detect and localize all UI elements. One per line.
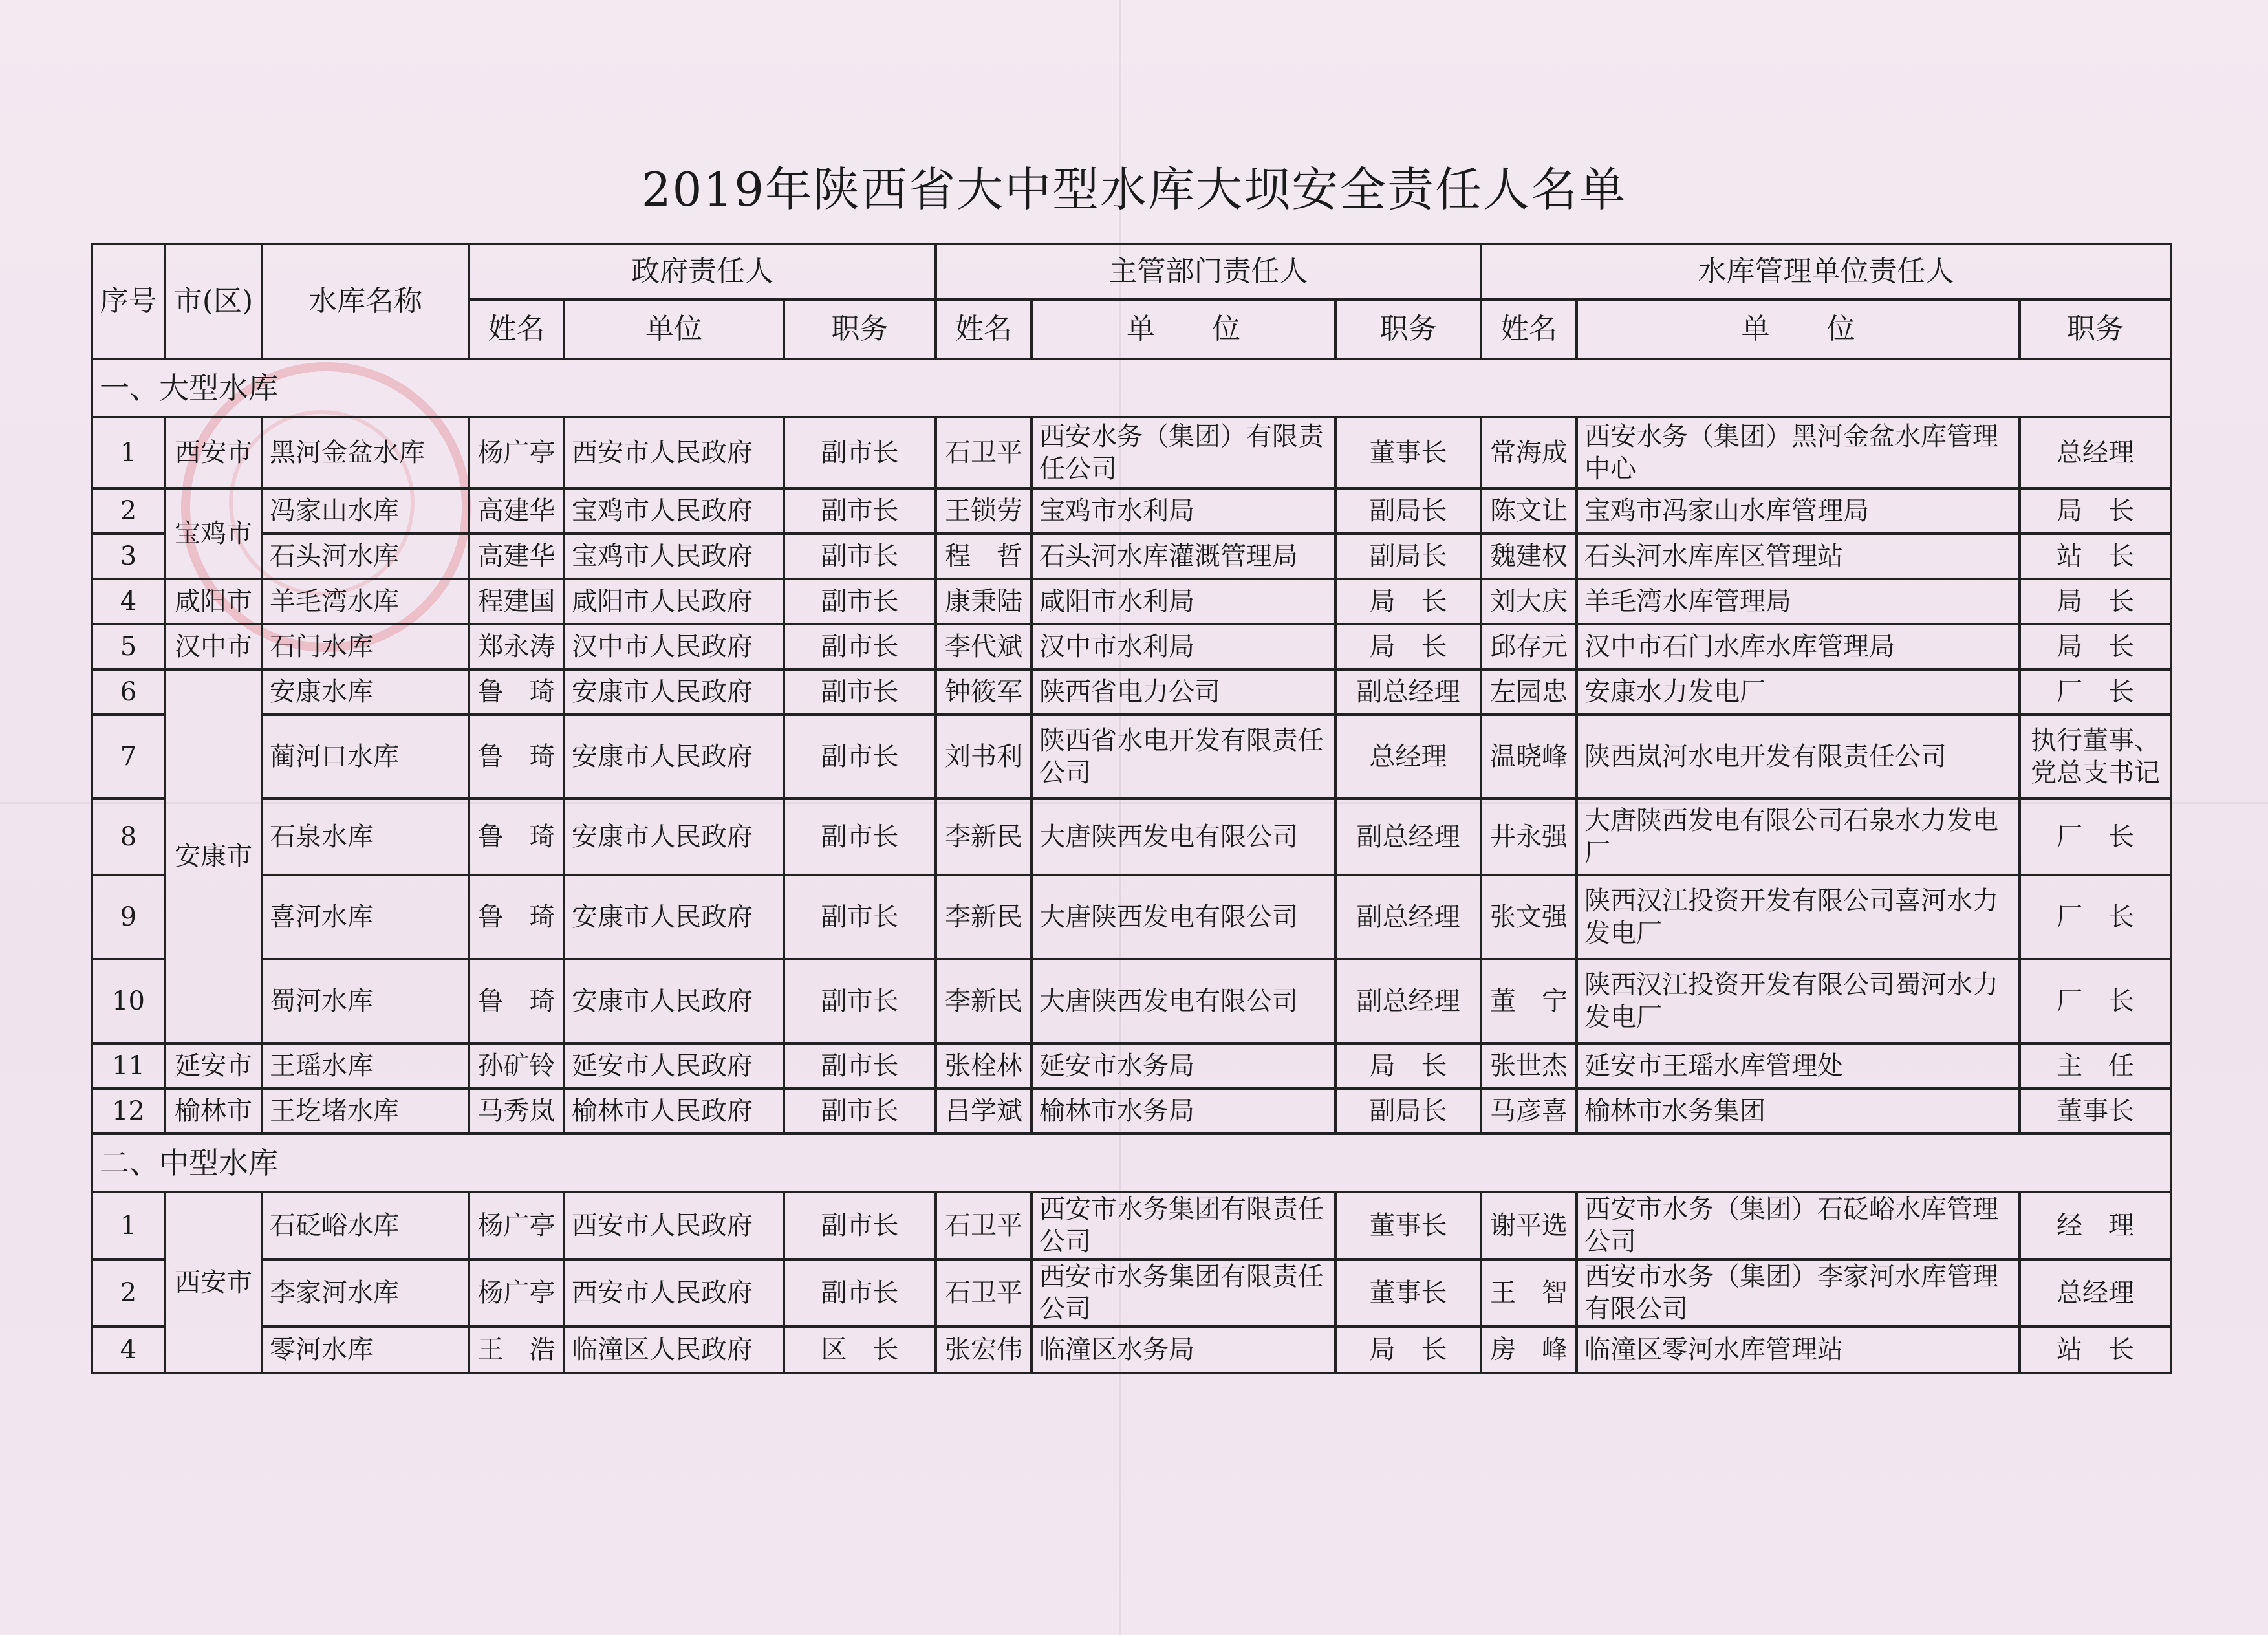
cell-gov-pos: 副市长 [784, 959, 936, 1043]
cell-mgmt-name: 常海成 [1481, 417, 1577, 488]
cell-reservoir: 冯家山水库 [262, 488, 469, 534]
cell-mgmt-unit: 石头河水库库区管理站 [1577, 534, 2020, 579]
cell-seq: 2 [92, 488, 165, 534]
cell-seq: 8 [92, 799, 165, 875]
table-row [92, 1192, 2171, 1259]
cell-dept-unit: 临潼区水务局 [1031, 1326, 1335, 1373]
table-header [92, 244, 2171, 359]
cell-dept-name: 石卫平 [936, 1259, 1031, 1326]
cell-seq: 11 [92, 1043, 165, 1088]
cell-dept-name: 钟筱军 [936, 669, 1031, 715]
cell-dept-name: 李代斌 [936, 624, 1031, 669]
cell-mgmt-name: 陈文让 [1481, 488, 1577, 534]
table-row [92, 624, 2171, 669]
header-mgmt-position: 职务 [2020, 299, 2171, 359]
cell-seq: 9 [92, 875, 165, 959]
cell-dept-pos: 总经理 [1335, 715, 1481, 799]
cell-mgmt-unit: 安康水力发电厂 [1577, 669, 2020, 715]
cell-dept-pos: 副局长 [1335, 1088, 1481, 1134]
cell-dept-unit: 陕西省电力公司 [1031, 669, 1335, 715]
cell-mgmt-pos: 总经理 [2020, 1259, 2171, 1326]
header-dept-name: 姓名 [936, 299, 1031, 359]
cell-city: 咸阳市 [165, 579, 262, 624]
header-dept-group: 主管部门责任人 [936, 244, 1481, 299]
cell-city: 榆林市 [165, 1088, 262, 1134]
cell-reservoir: 石泉水库 [262, 799, 469, 875]
header-gov-position: 职务 [784, 299, 936, 359]
table-row [92, 579, 2171, 624]
cell-gov-unit: 延安市人民政府 [564, 1043, 784, 1088]
cell-gov-name: 杨广亭 [469, 1259, 564, 1326]
cell-mgmt-unit: 汉中市石门水库水库管理局 [1577, 624, 2020, 669]
cell-reservoir: 零河水库 [262, 1326, 469, 1373]
cell-city: 安康市 [165, 669, 262, 1043]
cell-dept-unit: 大唐陕西发电有限公司 [1031, 799, 1335, 875]
section-label: 一、大型水库 [92, 359, 2171, 417]
cell-dept-pos: 副总经理 [1335, 875, 1481, 959]
cell-gov-unit: 宝鸡市人民政府 [564, 534, 784, 579]
cell-reservoir: 安康水库 [262, 669, 469, 715]
cell-gov-unit: 安康市人民政府 [564, 715, 784, 799]
cell-reservoir: 蔺河口水库 [262, 715, 469, 799]
cell-dept-unit: 西安市水务集团有限责任公司 [1031, 1259, 1335, 1326]
section-label: 二、中型水库 [92, 1134, 2171, 1192]
cell-dept-unit: 宝鸡市水利局 [1031, 488, 1335, 534]
cell-mgmt-name: 魏建权 [1481, 534, 1577, 579]
cell-gov-pos: 副市长 [784, 417, 936, 488]
cell-mgmt-pos: 主 任 [2020, 1043, 2171, 1088]
cell-mgmt-name: 张世杰 [1481, 1043, 1577, 1088]
header-mgmt-name: 姓名 [1481, 299, 1577, 359]
cell-mgmt-name: 谢平选 [1481, 1192, 1577, 1259]
cell-dept-name: 康秉陆 [936, 579, 1031, 624]
cell-gov-unit: 安康市人民政府 [564, 669, 784, 715]
cell-dept-name: 王锁劳 [936, 488, 1031, 534]
cell-dept-unit: 榆林市水务局 [1031, 1088, 1335, 1134]
cell-gov-unit: 临潼区人民政府 [564, 1326, 784, 1373]
cell-mgmt-name: 邱存元 [1481, 624, 1577, 669]
cell-dept-unit: 延安市水务局 [1031, 1043, 1335, 1088]
table-row [92, 1043, 2171, 1088]
cell-mgmt-name: 刘大庆 [1481, 579, 1577, 624]
cell-mgmt-pos: 厂 长 [2020, 875, 2171, 959]
cell-seq: 2 [92, 1259, 165, 1326]
cell-dept-unit: 石头河水库灌溉管理局 [1031, 534, 1335, 579]
page-title: 2019年陕西省大中型水库大坝安全责任人名单 [641, 162, 1627, 217]
cell-mgmt-pos: 局 长 [2020, 488, 2171, 534]
cell-gov-name: 鲁 琦 [469, 875, 564, 959]
header-dept-unit: 单 位 [1031, 299, 1335, 359]
cell-mgmt-name: 房 峰 [1481, 1326, 1577, 1373]
cell-reservoir: 蜀河水库 [262, 959, 469, 1043]
cell-dept-unit: 咸阳市水利局 [1031, 579, 1335, 624]
table-row [92, 417, 2171, 488]
cell-gov-pos: 副市长 [784, 579, 936, 624]
cell-gov-name: 杨广亭 [469, 1192, 564, 1259]
cell-dept-name: 李新民 [936, 875, 1031, 959]
table-row [92, 959, 2171, 1043]
cell-gov-pos: 副市长 [784, 488, 936, 534]
cell-mgmt-pos: 经 理 [2020, 1192, 2171, 1259]
header-mgmt-group: 水库管理单位责任人 [1481, 244, 2171, 299]
cell-mgmt-unit: 陕西汉江投资开发有限公司喜河水力发电厂 [1577, 875, 2020, 959]
section-row [92, 1134, 2171, 1192]
cell-gov-pos: 副市长 [784, 1043, 936, 1088]
cell-city: 汉中市 [165, 624, 262, 669]
cell-mgmt-name: 左园忠 [1481, 669, 1577, 715]
cell-dept-unit: 陕西省水电开发有限责任公司 [1031, 715, 1335, 799]
header-seq: 序号 [92, 244, 165, 359]
cell-gov-name: 孙矿铃 [469, 1043, 564, 1088]
cell-gov-unit: 西安市人民政府 [564, 1259, 784, 1326]
cell-dept-pos: 局 长 [1335, 624, 1481, 669]
cell-dept-name: 石卫平 [936, 1192, 1031, 1259]
cell-mgmt-unit: 西安市水务（集团）石砭峪水库管理公司 [1577, 1192, 2020, 1259]
cell-mgmt-pos: 局 长 [2020, 624, 2171, 669]
cell-mgmt-pos: 站 长 [2020, 534, 2171, 579]
cell-mgmt-pos: 厂 长 [2020, 669, 2171, 715]
cell-dept-name: 李新民 [936, 959, 1031, 1043]
table-row [92, 534, 2171, 579]
table-row [92, 875, 2171, 959]
cell-seq: 3 [92, 534, 165, 579]
cell-gov-pos: 副市长 [784, 534, 936, 579]
cell-dept-pos: 局 长 [1335, 579, 1481, 624]
cell-gov-unit: 汉中市人民政府 [564, 624, 784, 669]
cell-gov-name: 程建国 [469, 579, 564, 624]
cell-dept-name: 张宏伟 [936, 1326, 1031, 1373]
cell-city: 西安市 [165, 1192, 262, 1373]
header-row-groups [92, 244, 2171, 299]
cell-dept-pos: 董事长 [1335, 1192, 1481, 1259]
cell-mgmt-name: 温晓峰 [1481, 715, 1577, 799]
cell-mgmt-unit: 西安市水务（集团）李家河水库管理有限公司 [1577, 1259, 2020, 1326]
cell-seq: 12 [92, 1088, 165, 1134]
header-gov-name: 姓名 [469, 299, 564, 359]
cell-gov-unit: 安康市人民政府 [564, 799, 784, 875]
cell-gov-name: 鲁 琦 [469, 799, 564, 875]
header-gov-group: 政府责任人 [469, 244, 936, 299]
cell-reservoir: 王瑶水库 [262, 1043, 469, 1088]
cell-mgmt-unit: 临潼区零河水库管理站 [1577, 1326, 2020, 1373]
header-mgmt-unit: 单 位 [1577, 299, 2020, 359]
cell-mgmt-pos: 厂 长 [2020, 799, 2171, 875]
cell-dept-unit: 汉中市水利局 [1031, 624, 1335, 669]
cell-reservoir: 黑河金盆水库 [262, 417, 469, 488]
cell-gov-pos: 副市长 [784, 1192, 936, 1259]
cell-dept-unit: 大唐陕西发电有限公司 [1031, 959, 1335, 1043]
cell-gov-pos: 副市长 [784, 1259, 936, 1326]
cell-seq: 5 [92, 624, 165, 669]
cell-dept-name: 刘书利 [936, 715, 1031, 799]
cell-mgmt-pos: 厂 长 [2020, 959, 2171, 1043]
cell-gov-pos: 副市长 [784, 669, 936, 715]
cell-reservoir: 石砭峪水库 [262, 1192, 469, 1259]
cell-mgmt-name: 井永强 [1481, 799, 1577, 875]
cell-gov-pos: 副市长 [784, 799, 936, 875]
cell-gov-unit: 西安市人民政府 [564, 1192, 784, 1259]
cell-reservoir: 石头河水库 [262, 534, 469, 579]
table-row [92, 1088, 2171, 1134]
cell-gov-unit: 西安市人民政府 [564, 417, 784, 488]
cell-dept-pos: 局 长 [1335, 1043, 1481, 1088]
cell-seq: 4 [92, 579, 165, 624]
table-row [92, 1259, 2171, 1326]
header-gov-unit: 单位 [564, 299, 784, 359]
table-row [92, 715, 2171, 799]
table-body [92, 359, 2171, 1373]
cell-seq: 1 [92, 1192, 165, 1259]
cell-city: 西安市 [165, 417, 262, 488]
cell-mgmt-unit: 陕西汉江投资开发有限公司蜀河水力发电厂 [1577, 959, 2020, 1043]
cell-gov-unit: 安康市人民政府 [564, 875, 784, 959]
cell-seq: 6 [92, 669, 165, 715]
cell-mgmt-pos: 总经理 [2020, 417, 2171, 488]
cell-gov-unit: 榆林市人民政府 [564, 1088, 784, 1134]
cell-dept-pos: 副总经理 [1335, 959, 1481, 1043]
cell-city: 延安市 [165, 1043, 262, 1088]
cell-gov-pos: 副市长 [784, 715, 936, 799]
cell-dept-name: 张栓林 [936, 1043, 1031, 1088]
cell-seq: 4 [92, 1326, 165, 1373]
cell-dept-pos: 副局长 [1335, 534, 1481, 579]
table-row [92, 488, 2171, 534]
cell-dept-pos: 局 长 [1335, 1326, 1481, 1373]
cell-gov-pos: 副市长 [784, 624, 936, 669]
cell-gov-unit: 宝鸡市人民政府 [564, 488, 784, 534]
cell-seq: 1 [92, 417, 165, 488]
cell-seq: 10 [92, 959, 165, 1043]
cell-gov-name: 高建华 [469, 534, 564, 579]
cell-gov-name: 杨广亭 [469, 417, 564, 488]
cell-reservoir: 李家河水库 [262, 1259, 469, 1326]
cell-gov-name: 鲁 琦 [469, 715, 564, 799]
cell-mgmt-name: 张文强 [1481, 875, 1577, 959]
table-row [92, 1326, 2171, 1373]
cell-gov-pos: 区 长 [784, 1326, 936, 1373]
section-row [92, 359, 2171, 417]
cell-mgmt-unit: 羊毛湾水库管理局 [1577, 579, 2020, 624]
cell-gov-name: 鲁 琦 [469, 959, 564, 1043]
cell-mgmt-pos: 站 长 [2020, 1326, 2171, 1373]
cell-city: 宝鸡市 [165, 488, 262, 579]
cell-dept-pos: 董事长 [1335, 417, 1481, 488]
cell-dept-name: 李新民 [936, 799, 1031, 875]
cell-dept-pos: 副总经理 [1335, 669, 1481, 715]
cell-dept-unit: 西安水务（集团）有限责任公司 [1031, 417, 1335, 488]
cell-dept-name: 程 哲 [936, 534, 1031, 579]
cell-gov-pos: 副市长 [784, 875, 936, 959]
cell-dept-pos: 副总经理 [1335, 799, 1481, 875]
cell-mgmt-unit: 陕西岚河水电开发有限责任公司 [1577, 715, 2020, 799]
cell-mgmt-unit: 宝鸡市冯家山水库管理局 [1577, 488, 2020, 534]
cell-dept-pos: 董事长 [1335, 1259, 1481, 1326]
cell-mgmt-pos: 执行董事、党总支书记 [2020, 715, 2171, 799]
cell-dept-unit: 西安市水务集团有限责任公司 [1031, 1192, 1335, 1259]
header-dept-position: 职务 [1335, 299, 1481, 359]
cell-mgmt-name: 马彦喜 [1481, 1088, 1577, 1134]
table-row [92, 799, 2171, 875]
cell-reservoir: 喜河水库 [262, 875, 469, 959]
cell-gov-name: 郑永涛 [469, 624, 564, 669]
cell-mgmt-unit: 西安水务（集团）黑河金盆水库管理中心 [1577, 417, 2020, 488]
cell-mgmt-unit: 榆林市水务集团 [1577, 1088, 2020, 1134]
cell-gov-name: 王 浩 [469, 1326, 564, 1373]
cell-mgmt-name: 董 宁 [1481, 959, 1577, 1043]
cell-gov-name: 高建华 [469, 488, 564, 534]
cell-gov-unit: 咸阳市人民政府 [564, 579, 784, 624]
cell-dept-name: 石卫平 [936, 417, 1031, 488]
cell-mgmt-pos: 局 长 [2020, 579, 2171, 624]
cell-gov-unit: 安康市人民政府 [564, 959, 784, 1043]
cell-gov-name: 马秀岚 [469, 1088, 564, 1134]
cell-gov-pos: 副市长 [784, 1088, 936, 1134]
cell-mgmt-unit: 延安市王瑶水库管理处 [1577, 1043, 2020, 1088]
cell-dept-name: 吕学斌 [936, 1088, 1031, 1134]
cell-mgmt-name: 王 智 [1481, 1259, 1577, 1326]
cell-reservoir: 王圪堵水库 [262, 1088, 469, 1134]
header-city: 市(区) [165, 244, 262, 359]
cell-reservoir: 石门水库 [262, 624, 469, 669]
cell-mgmt-unit: 大唐陕西发电有限公司石泉水力发电厂 [1577, 799, 2020, 875]
cell-mgmt-pos: 董事长 [2020, 1088, 2171, 1134]
cell-gov-name: 鲁 琦 [469, 669, 564, 715]
table-row [92, 669, 2171, 715]
cell-reservoir: 羊毛湾水库 [262, 579, 469, 624]
cell-dept-pos: 副局长 [1335, 488, 1481, 534]
header-reservoir: 水库名称 [262, 244, 469, 359]
cell-seq: 7 [92, 715, 165, 799]
responsibility-table [91, 243, 2172, 1374]
cell-dept-unit: 大唐陕西发电有限公司 [1031, 875, 1335, 959]
